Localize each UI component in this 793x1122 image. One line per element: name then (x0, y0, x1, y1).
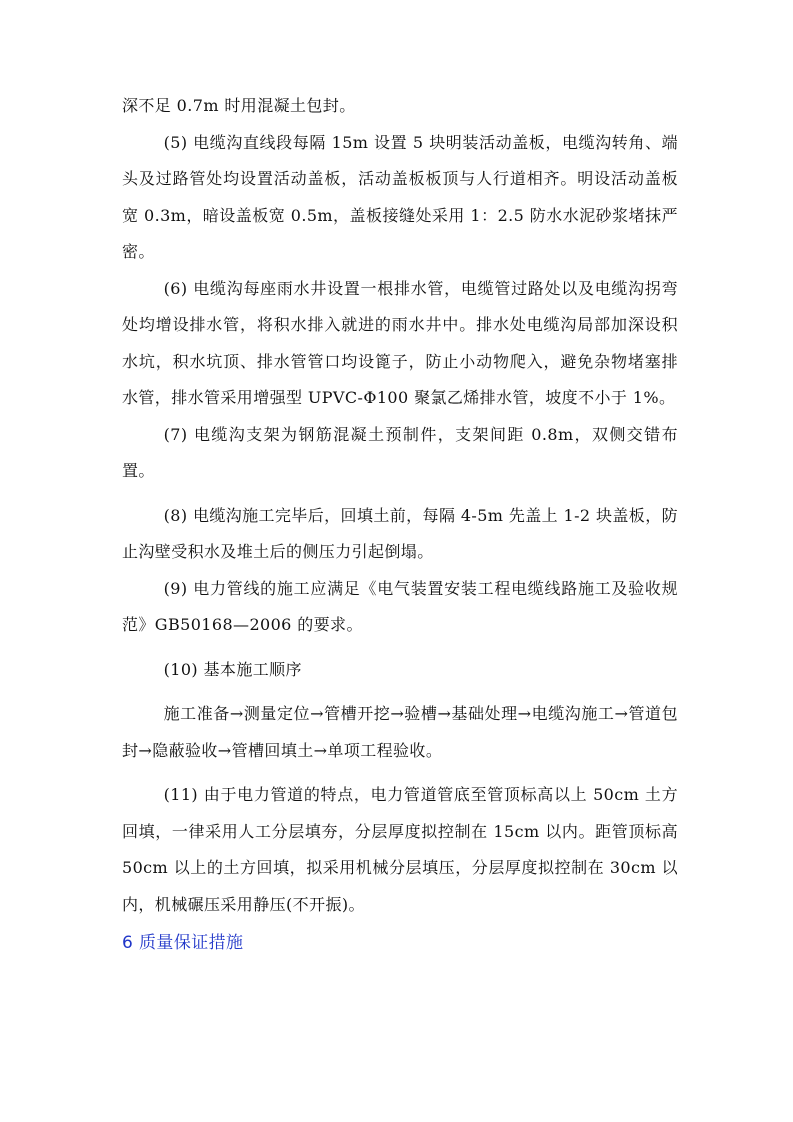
paragraph-item-8: (8) 电缆沟施工完毕后，回填土前，每隔 4-5m 先盖上 1-2 块盖板，防止沟壁受积水及堆土后的侧压力引起倒塌。 (122, 505, 678, 561)
paragraph-item-10: (10) 基本施工顺序 (163, 659, 302, 679)
paragraph-item-11: (11) 由于电力管道的特点，电力管道管底至管顶标高以上 50cm 土方回填，一律采用人工分层填夯，分层厚度拟控制在 15cm 以内。距管顶标高 50cm 以上的土方回填，拟采用机械分层填压，分层厚度拟控制在 30cm 以内，机械碾压采用静压(不开振)。 (122, 785, 678, 914)
section-heading-quality-assurance: 6 质量保证措施 (122, 933, 244, 953)
paragraph-construction-sequence: 施工准备→测量定位→管槽开挖→验槽→基础处理→电缆沟施工→管道包封→隐蔽验收→管槽回填土→单项工程验收。 (122, 704, 678, 760)
paragraph-item-5: (5) 电缆沟直线段每隔 15m 设置 5 块明装活动盖板，电缆沟转角、端头及过路管处均设置活动盖板，活动盖板板顶与人行道相齐。明设活动盖板宽 0.3m，暗设盖板宽 0.5m，盖板接缝处采用 1：2.5 防水水泥砂浆堵抹严密。 (122, 132, 678, 261)
paragraph-continuation: 深不足 0.7m 时用混凝土包封。 (122, 96, 356, 115)
paragraph-item-9: (9) 电力管线的施工应满足《电气装置安装工程电缆线路施工及验收规范》GB50168—2006 的要求。 (122, 578, 678, 634)
paragraph-item-7: (7) 电缆沟支架为钢筋混凝土预制件，支架间距 0.8m，双侧交错布置。 (122, 424, 678, 480)
document-body (122, 88, 678, 962)
paragraph-item-6: (6) 电缆沟每座雨水井设置一根排水管，电缆管过路处以及电缆沟拐弯处均增设排水管，将积水排入就进的雨水井中。排水处电缆沟局部加深设积水坑，积水坑顶、排水管管口均设篦子，防止小动物爬入，避免杂物堵塞排水管，排水管采用增强型 UPVC-Φ100 聚氯乙烯排水管，坡度不小于 1%。 (122, 278, 678, 407)
